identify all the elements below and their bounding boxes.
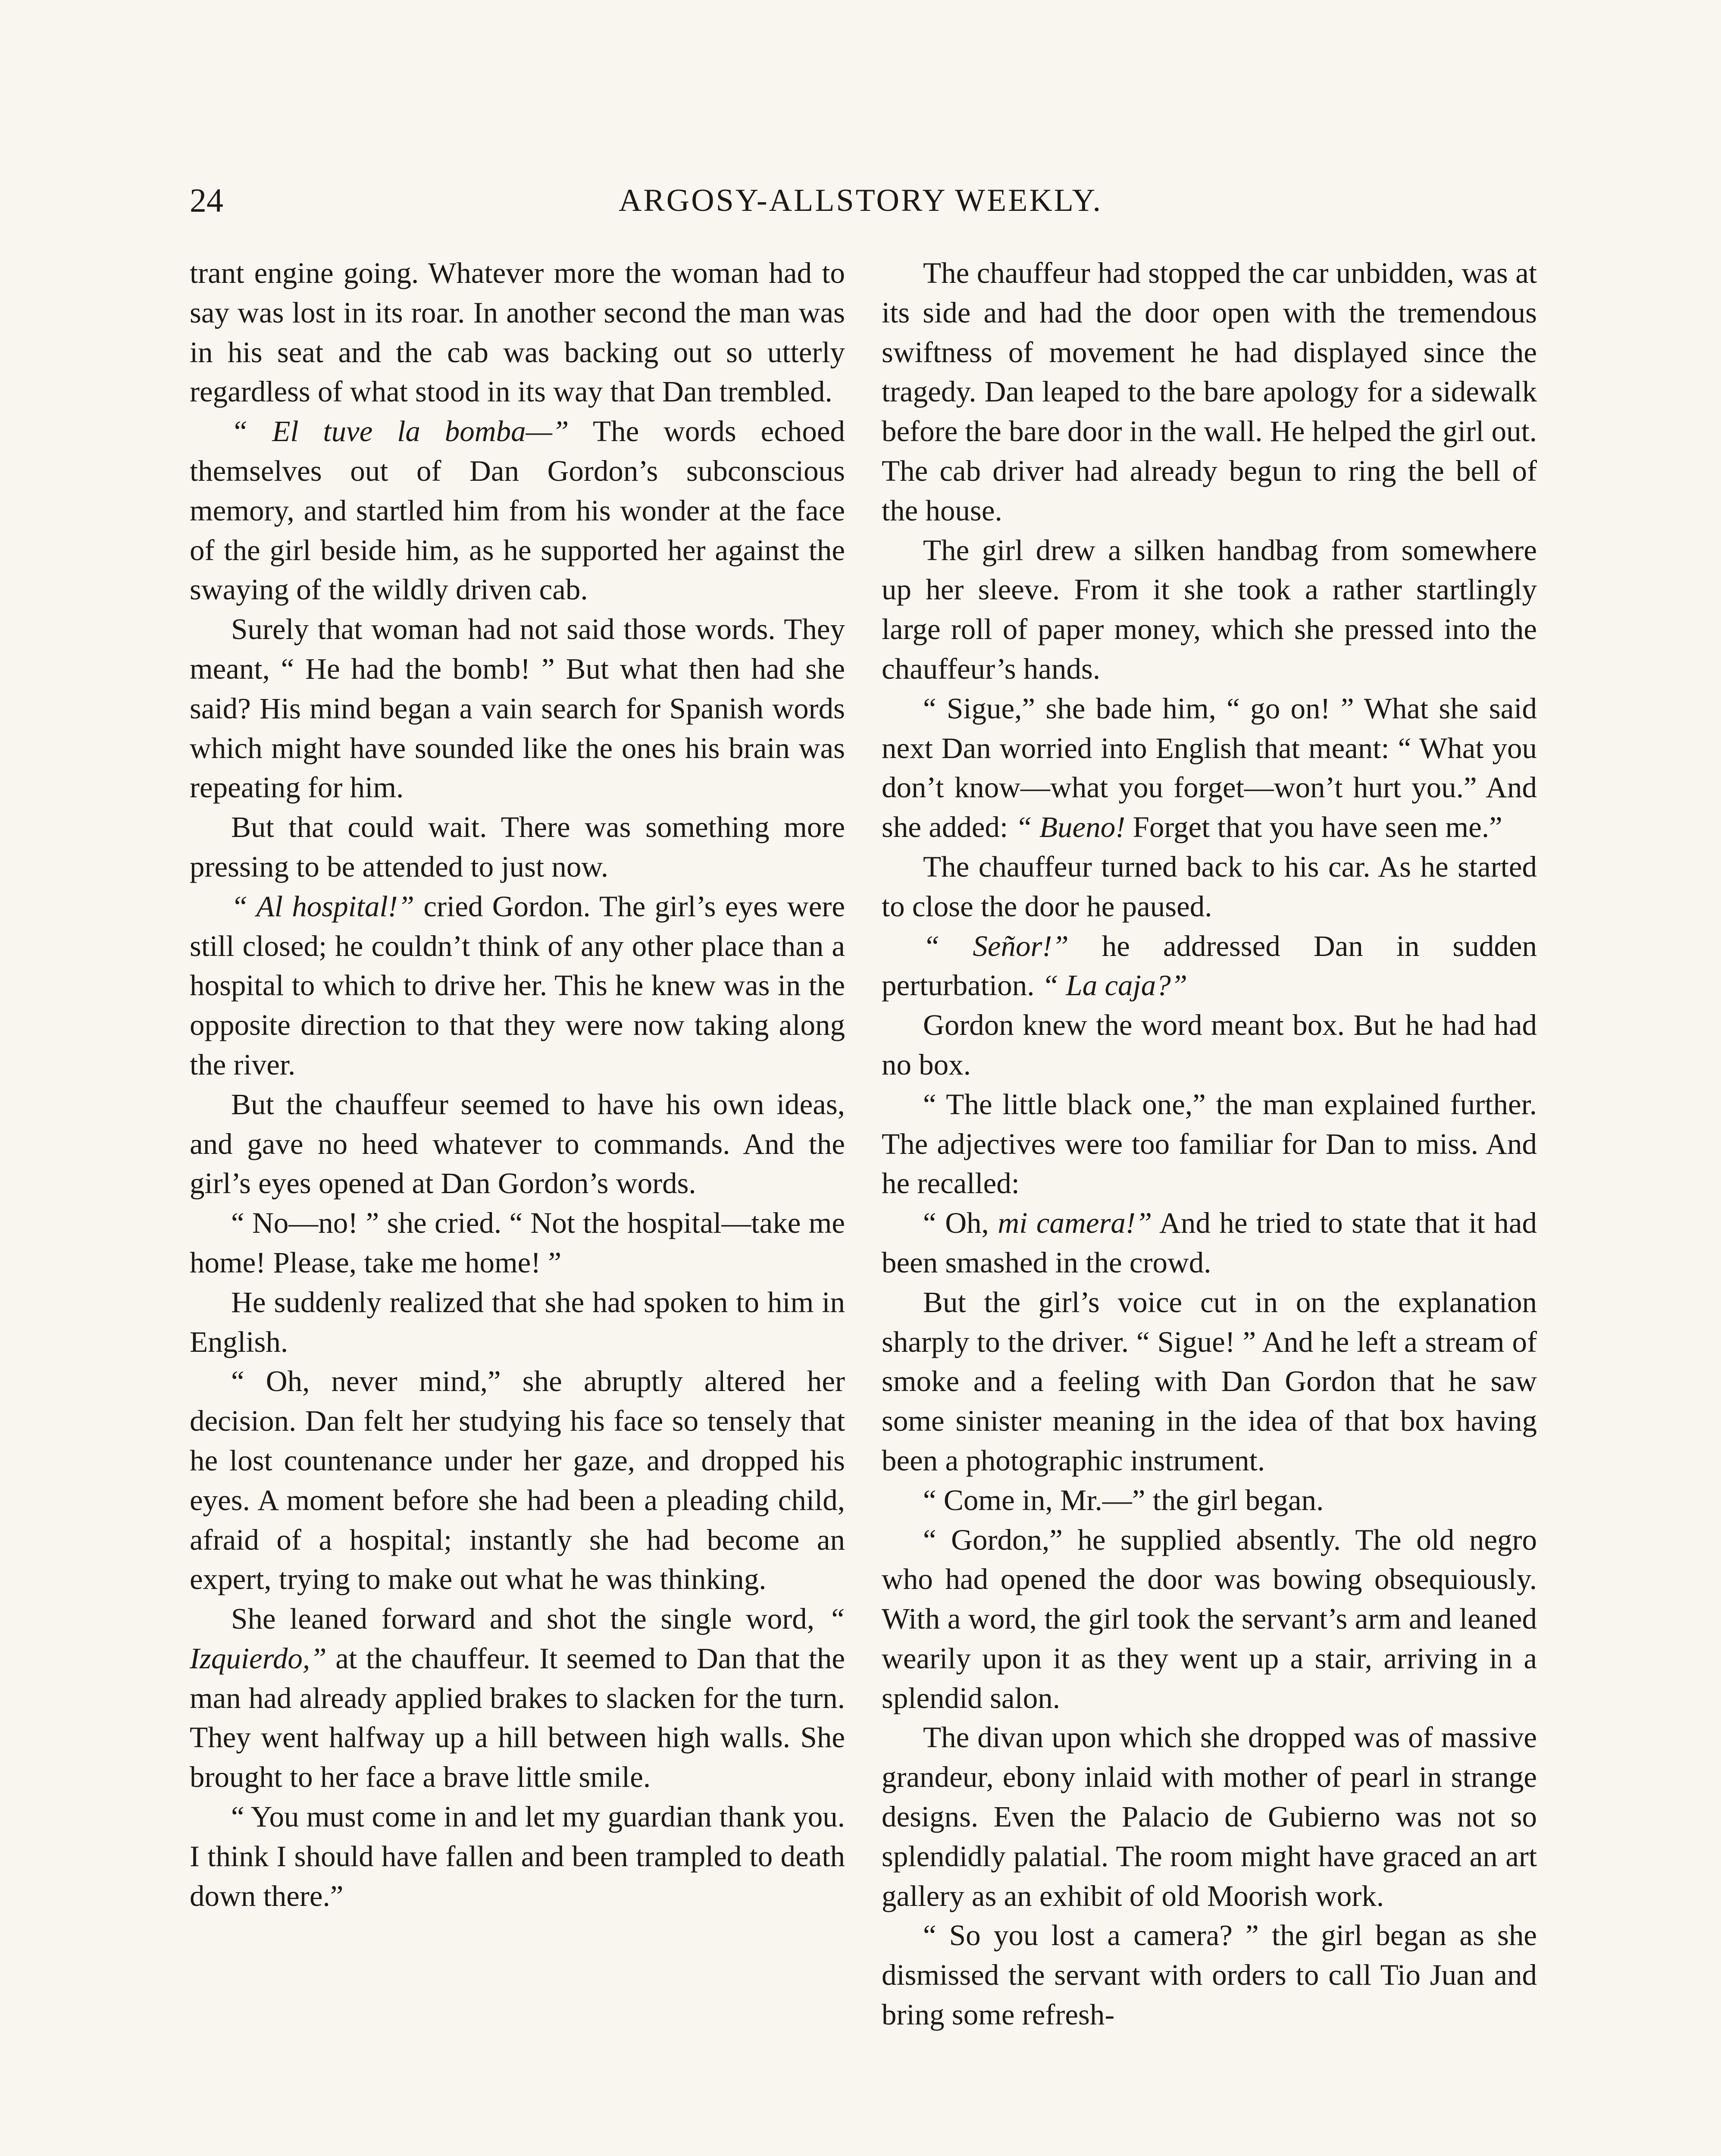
italic-text: mi camera!” [998,1206,1152,1240]
running-head: ARGOSY-ALLSTORY WEEKLY. [618,183,1103,218]
paragraph [190,1362,845,1599]
text-run: The words echoed themselves out of Dan Gordon’s subconscious memory, and startled him from his wonder at the face of the girl beside him, as he supported her against the swaying of the wildly driven cab. [190,415,845,606]
paragraph [882,1481,1537,1520]
text-run: trant engine going. Whatever more the woman had to say was lost in its roar. In another second the man was in his seat and the cab was backing out so utterly regardless of what stood in its way that Dan trembled. [190,257,845,408]
text-run: She leaned forward and shot the single word, [231,1602,829,1636]
italic-text: “ La caja?” [1042,969,1188,1002]
paragraph [882,1085,1537,1203]
text-run: “ No—no! ” she cried. “ Not the hospital—take me home! Please, take me home! ” [190,1206,845,1279]
text-run: Gordon knew the word meant box. But he had had no box. [882,1009,1537,1081]
paragraph [190,610,845,808]
paragraph [190,1797,845,1916]
italic-text: “ Izquierdo,” [190,1602,845,1675]
text-run: “ Oh, [923,1206,998,1240]
right-column [882,254,1537,2035]
text-run: The divan upon which she dropped was of massive grandeur, ebony inlaid with mother of pearl in strange designs. Even the Palacio de Gubierno was not so splendidly palatial. The room might have graced an art gallery as an exhibit of old Moorish work. [882,1721,1537,1912]
paragraph [190,1283,845,1362]
paragraph [882,531,1537,689]
paragraph [882,927,1537,1006]
paragraph [190,412,845,610]
paragraph [190,1599,845,1797]
paragraph [882,1916,1537,2034]
text-run: He suddenly realized that she had spoken to him in English. [190,1285,845,1358]
paragraph [882,847,1537,927]
paragraph [190,887,845,1085]
text-run: “ Come in, Mr.—” the girl began. [923,1483,1324,1517]
text-run: “ Oh, never mind,” she abruptly altered her decision. Dan felt her studying his face so tensely that he lost countenance under her gaze, and dropped his eyes. A moment before she had been a pleading child, afraid of a hospital; instantly she had become an expert, trying to make out what he was thinking. [190,1365,845,1596]
text-run: But that could wait. There was something more pressing to be attended to just now. [190,811,845,883]
paragraph [882,1520,1537,1718]
left-column [190,254,845,1916]
paragraph [190,1085,845,1203]
paragraph [882,1203,1537,1283]
text-run: cried Gordon. The girl’s eyes were still closed; he couldn’t think of any other place than a hospital to which to drive her. This he knew was in the opposite direction to that they were now taking along the river. [190,890,845,1081]
paragraph [882,1006,1537,1085]
text-run: Surely that woman had not said those words. They meant, “ He had the bomb! ” But what then had she said? His mind began a vain search for Spanish words which might have sounded like the ones his brain was repeating for him. [190,613,845,804]
page-header [190,177,1531,224]
paragraph [190,254,845,412]
italic-text: “ Señor!” [923,929,1069,962]
text-run: he addressed Dan in sudden perturbation. [882,929,1537,1002]
text-run: But the girl’s voice cut in on the explanation sharply to the driver. “ Sigue! ” And he left a stream of smoke and a feeling with Dan Gordon that he saw some sinister meaning in the idea of that box having been a photographic instrument. [882,1285,1537,1477]
text-run: “ Sigue,” she bade him, “ go on! ” What she said next Dan worried into English that meant: “ What you don’t know—what you forget—won’t hurt you.” And she added: [882,692,1537,844]
text-run: “ So you lost a camera? ” the girl began as she dismissed the servant with orders to call Tio Juan and bring some refresh- [882,1919,1537,2031]
text-run: Forget that you have seen me.” [1125,811,1502,844]
text-run: But the chauffeur seemed to have his own ideas, and gave no heed whatever to commands. And the girl’s eyes opened at Dan Gordon’s words. [190,1087,845,1200]
text-run: The chauffeur had stopped the car unbidden, was at its side and had the door open with the tremendous swiftness of movement he had displayed since the tragedy. Dan leaped to the bare apology for a sidewalk before the bare door in the wall. He helped the girl out. The cab driver had already begun to ring the bell of the house. [882,257,1537,527]
italic-text: “ El tuve la bomba—” [231,415,569,448]
text-run: at the chauffeur. It seemed to Dan that the man had already applied brakes to slacken for the turn. They went halfway up a hill between high walls. She brought to her face a brave little smile. [190,1642,845,1794]
italic-text: “ Al hospital!” [231,890,414,923]
paragraph [882,689,1537,847]
text-run: “ Gordon,” he supplied absently. The old negro who had opened the door was bowing obsequiously. With a word, the girl took the servant’s arm and leaned wearily upon it as they went up a stair, arriving in a splendid salon. [882,1523,1537,1714]
paragraph [882,1283,1537,1481]
paragraph [882,254,1537,531]
paragraph [882,1718,1537,1916]
page-number: 24 [190,182,223,219]
text-run: “ The little black one,” the man explained further. The adjectives were too familiar for Dan to miss. And he recalled: [882,1087,1537,1200]
text-run: The girl drew a silken handbag from somewhere up her sleeve. From it she took a rather startlingly large roll of paper money, which she pressed into the chauffeur’s hands. [882,533,1537,685]
italic-text: “ Bueno! [1015,811,1126,844]
paragraph [190,1203,845,1283]
text-run: And he tried to state that it had been smashed in the crowd. [882,1206,1537,1279]
text-run: “ You must come in and let my guardian thank you. I think I should have fallen and been trampled to death down there.” [190,1800,845,1912]
paragraph [190,808,845,887]
text-run: The chauffeur turned back to his car. As he started to close the door he paused. [882,850,1537,923]
